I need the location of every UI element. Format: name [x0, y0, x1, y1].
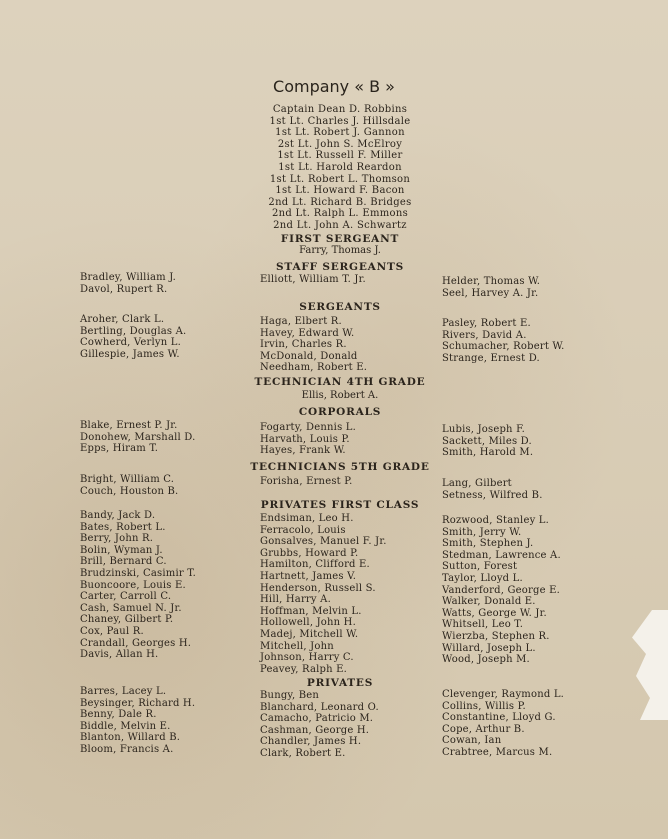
officer: 1st Lt. Robert J. Gannon — [275, 127, 405, 139]
pfc-heading: PRIVATES FIRST CLASS — [260, 499, 420, 511]
list-item: Chandler, James H. — [260, 736, 362, 748]
officer: 2st Lt. John S. McElroy — [277, 138, 403, 150]
tech5-heading: TECHNICIANS 5TH GRADE — [250, 461, 430, 473]
list-item: Bloom, Francis A. — [80, 743, 174, 755]
staff-sergeants-col1 — [80, 272, 176, 295]
list-item: Bungy, Ben — [260, 690, 320, 701]
list-item: Cope, Arthur B. — [442, 723, 525, 735]
list-item: Hayes, Frank W. — [260, 445, 346, 457]
privates-col1 — [80, 686, 195, 756]
list-item: Taylor, Lloyd L. — [442, 572, 523, 584]
list-item: Carter, Carroll C. — [80, 591, 172, 603]
list-item: Cash, Samuel N. Jr. — [80, 602, 182, 614]
list-item: Couch, Houston B. — [80, 485, 179, 497]
list-item: Wood, Joseph M. — [442, 654, 530, 666]
list-item: Willard, Joseph L. — [442, 642, 536, 654]
tech5-col3 — [442, 478, 543, 501]
officer: 1st Lt. Howard F. Bacon — [275, 185, 405, 197]
pfc-col2 — [260, 513, 387, 675]
list-item: Hoffman, Melvin L. — [260, 605, 362, 617]
list-item: Seel, Harvey A. Jr. — [442, 287, 539, 299]
list-item: Wierzba, Stephen R. — [442, 630, 550, 642]
list-item: Blanton, Willard B. — [80, 732, 181, 744]
list-item: Mitchell, John — [260, 640, 334, 652]
list-item: Fogarty, Dennis L. — [260, 422, 356, 433]
list-item: Whitsell, Leo T. — [442, 619, 524, 631]
list-item: Davol, Rupert R. — [80, 283, 168, 295]
list-item: Helder, Thomas W. — [442, 276, 541, 287]
list-item: Cox, Paul R. — [80, 625, 144, 637]
list-item: Bates, Robert L. — [80, 521, 166, 533]
list-item: Rozwood, Stanley L. — [442, 515, 550, 526]
list-item: Bandy, Jack D. — [80, 510, 156, 521]
list-item: Camacho, Patricio M. — [260, 713, 374, 725]
pfc-col3 — [442, 515, 561, 666]
list-item: Elliott, William T. Jr. — [260, 274, 366, 285]
list-item: Crandall, Georges H. — [80, 637, 192, 649]
list-item: Needham, Robert E. — [260, 362, 368, 374]
list-item: Bertling, Douglas A. — [80, 325, 187, 337]
officer: 1st Lt. Harold Reardon — [278, 161, 402, 173]
list-item: Brill, Bernard C. — [80, 556, 167, 568]
officer: 2nd Lt. John A. Schwartz — [273, 219, 407, 231]
list-item: Brudzinski, Casimir T. — [80, 567, 196, 579]
list-item: Pasley, Robert E. — [442, 318, 531, 329]
list-item: Sackett, Miles D. — [442, 435, 532, 447]
sergeants-col3 — [442, 318, 565, 364]
corporals-heading: CORPORALS — [298, 406, 382, 418]
list-item: Bright, William C. — [80, 474, 175, 485]
list-item: Collins, Willis P. — [442, 700, 526, 712]
list-item: Havey, Edward W. — [260, 327, 355, 339]
list-item: Walker, Donald E. — [442, 596, 536, 608]
first-sergeant-name: Farry, Thomas J. — [299, 245, 381, 256]
officers-list — [190, 104, 490, 232]
list-item: Hartnett, James V. — [260, 570, 357, 582]
list-item: Berry, John R. — [80, 533, 154, 545]
torn-edge — [628, 610, 668, 720]
list-item: Cowan, Ian — [442, 735, 502, 747]
list-item: Smith, Stephen J. — [442, 538, 534, 550]
page-title: Company « B » — [273, 77, 395, 96]
list-item: Aroher, Clark L. — [80, 314, 165, 325]
list-item: Gonsalves, Manuel F. Jr. — [260, 536, 387, 548]
list-item: Rivers, David A. — [442, 329, 527, 341]
tech4-name: Ellis, Robert A. — [301, 390, 379, 401]
list-item: Clark, Robert E. — [260, 747, 346, 759]
list-item: Constantine, Lloyd G. — [442, 712, 556, 724]
list-item: Gillespie, James W. — [80, 348, 180, 360]
list-item: Johnson, Harry C. — [260, 652, 354, 664]
list-item: Chaney, Gilbert P. — [80, 614, 174, 626]
list-item: Lang, Gilbert — [442, 478, 512, 489]
list-item: Forisha, Ernest P. — [260, 476, 353, 487]
list-item: Beysinger, Richard H. — [80, 697, 196, 709]
list-item: Benny, Dale R. — [80, 709, 157, 721]
list-item: Peavey, Ralph E. — [260, 663, 348, 675]
list-item: Barres, Lacey L. — [80, 686, 167, 697]
corporals-col2 — [260, 422, 356, 457]
list-item: Grubbs, Howard P. — [260, 547, 359, 559]
list-item: Haga, Elbert R. — [260, 316, 342, 327]
list-item: Strange, Ernest D. — [442, 352, 540, 364]
list-item: Smith, Jerry W. — [442, 526, 522, 538]
list-item: Madej, Mitchell W. — [260, 628, 359, 640]
list-item: McDonald, Donald — [260, 350, 358, 362]
list-item: Setness, Wilfred B. — [442, 489, 543, 501]
officer: 1st Lt. Charles J. Hillsdale — [269, 115, 411, 127]
privates-col3 — [442, 689, 564, 759]
list-item: Hollowell, John H. — [260, 617, 356, 629]
list-item: Endsiman, Leo H. — [260, 513, 354, 524]
list-item: Davis, Allan H. — [80, 649, 159, 661]
officer: 1st Lt. Robert L. Thomson — [269, 173, 411, 185]
privates-col2 — [260, 690, 379, 760]
list-item: Buoncoore, Louis E. — [80, 579, 186, 591]
list-item: Donohew, Marshall D. — [80, 431, 196, 443]
list-item: Sutton, Forest — [442, 561, 518, 573]
officer: 2nd Lt. Ralph L. Emmons — [271, 208, 409, 220]
list-item: Schumacher, Robert W. — [442, 341, 565, 353]
sergeants-heading: SERGEANTS — [299, 301, 381, 313]
staff-sergeants-col3 — [442, 276, 540, 299]
list-item: Crabtree, Marcus M. — [442, 746, 553, 758]
list-item: Vanderford, George E. — [442, 584, 560, 596]
list-item: Cashman, George H. — [260, 724, 370, 736]
list-item: Bradley, William J. — [80, 272, 177, 283]
officer: Captain Dean D. Robbins — [272, 104, 408, 115]
tech5-col2 — [260, 476, 353, 488]
first-sergeant-heading: FIRST SERGEANT — [280, 233, 400, 245]
staff-sergeants-col2 — [260, 274, 366, 286]
list-item: Stedman, Lawrence A. — [442, 549, 561, 561]
staff-sergeants-heading: STAFF SERGEANTS — [276, 261, 404, 273]
list-item: Watts, George W. Jr. — [442, 607, 547, 619]
list-item: Blanchard, Leonard O. — [260, 701, 379, 713]
list-item: Ferracolo, Louis — [260, 524, 346, 536]
list-item: Epps, Hiram T. — [80, 443, 159, 455]
list-item: Hill, Harry A. — [260, 594, 331, 606]
corporals-col3 — [442, 424, 533, 459]
list-item: Smith, Harold M. — [442, 447, 534, 459]
sergeants-col2 — [260, 316, 367, 374]
list-item: Bolin, Wyman J. — [80, 544, 163, 556]
officer: 2nd Lt. Richard B. Bridges — [268, 196, 412, 208]
officer: 1st Lt. Russell F. Miller — [277, 150, 403, 162]
tech4-heading: TECHNICIAN 4TH GRADE — [254, 376, 426, 388]
list-item: Henderson, Russell S. — [260, 582, 376, 594]
list-item: Clevenger, Raymond L. — [442, 689, 565, 700]
privates-heading: PRIVATES — [306, 677, 374, 689]
list-item: Lubis, Joseph F. — [442, 424, 526, 435]
sergeants-col1 — [80, 314, 186, 360]
list-item: Blake, Ernest P. Jr. — [80, 420, 178, 431]
tech5-col1 — [80, 474, 178, 497]
list-item: Hamilton, Clifford E. — [260, 559, 370, 571]
corporals-col1 — [80, 420, 196, 455]
list-item: Harvath, Louis P. — [260, 433, 350, 445]
pfc-col1 — [80, 510, 196, 661]
list-item: Cowherd, Verlyn L. — [80, 337, 182, 349]
list-item: Irvin, Charles R. — [260, 339, 347, 351]
list-item: Biddle, Melvin E. — [80, 720, 171, 732]
